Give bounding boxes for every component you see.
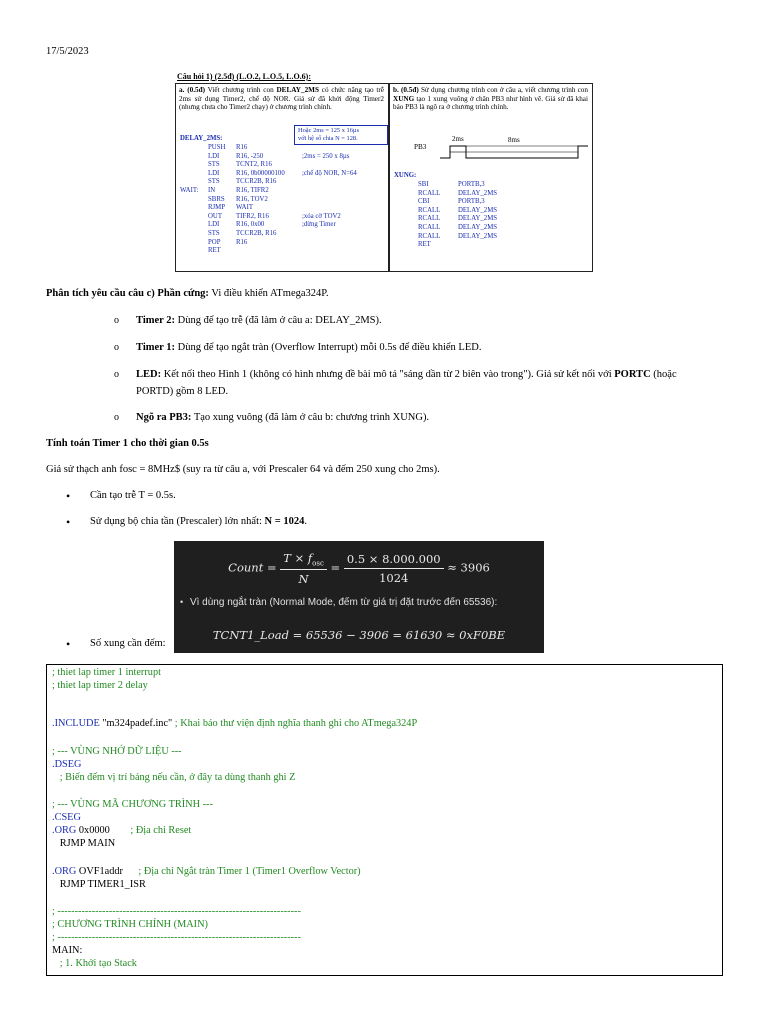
calc-title: Tính toán Timer 1 cho thời gian 0.5s <box>46 438 209 449</box>
code-opcode: RET <box>418 241 431 249</box>
item-text: Dùng để tạo trễ (đã làm ở câu a: DELAY_2MS). <box>174 315 382 326</box>
org-comment: ; Địa chỉ Reset <box>109 825 192 836</box>
formula-image <box>174 541 544 653</box>
calc-bullet-2-text: Sử dụng bộ chia tần (Prescaler) lớn nhất: <box>90 516 265 527</box>
code-operand: R16, 0x00 <box>236 221 265 229</box>
code-separator-1: ; ----------------------------------------------------------------------- <box>52 906 301 917</box>
exam-question-figure <box>175 70 593 275</box>
code-operand: R16, TIFR2 <box>236 187 269 194</box>
code-operand: R16 <box>236 238 248 246</box>
code-opcode: LDI <box>208 221 220 229</box>
code-opcode: STS <box>208 178 220 186</box>
calc-bullet-1 <box>66 489 176 503</box>
code-operand: DELAY_2MS <box>458 215 498 223</box>
org-arg: 0x0000 <box>76 825 110 836</box>
part-a-label: a. (0.5đ) <box>179 86 205 94</box>
waveform-8ms-label: 8ms <box>508 136 520 144</box>
code-operand: DELAY_2MS <box>458 232 498 240</box>
waveform-pin-label: PB3 <box>414 143 427 151</box>
code-include-line <box>52 718 417 729</box>
code-operand: R16, -250 <box>236 152 264 160</box>
tcnt1-formula: TCNT1_Load = 65536 − 3906 = 61630 ≈ 0xF0BE <box>212 628 506 642</box>
bullet-dot-icon: • <box>180 597 184 607</box>
calc-intro: Giả sử thạch anh fosc = 8MHz$ (suy ra từ câu a, với Prescaler 64 và đếm 250 xung cho 2ms). <box>46 464 440 475</box>
code-comment: ;dừng Timer <box>302 221 336 229</box>
org-directive: .ORG <box>52 866 77 877</box>
code-opcode: STS <box>208 230 220 237</box>
question-heading: Câu hỏi 1) (2.5đ) (L.O.2, L.O.5, L.O.6): <box>177 72 312 81</box>
code-operand: PORTB,3 <box>458 198 485 206</box>
hint-note <box>294 125 388 145</box>
count-formula: Count = $\frac{T \times f_{osc}}{N}$ = $\frac{0.5 \times 8.000.000}{1024}$ ≈ 3906 <box>228 551 490 587</box>
delay-label: DELAY_2MS: <box>180 135 223 142</box>
analysis-title-bold: Phân tích yêu cầu câu c) Phần cứng: <box>46 288 209 299</box>
item-bold-2: PORTC <box>614 369 651 380</box>
code-opcode: SBRS <box>208 195 225 203</box>
code-comment-timer2: ; thiet lap timer 2 delay <box>52 680 148 691</box>
code-operand: TCCR2B, R16 <box>236 230 277 237</box>
item-text: Dùng để tạo ngắt tràn (Overflow Interrupt) mỗi 0.5s để điều khiển LED. <box>174 342 482 353</box>
item-text: Tạo xung vuông (đã làm ở câu b: chương trình XUNG). <box>191 412 430 423</box>
code-opcode: PUSH <box>208 144 226 151</box>
hint-note-line-1: Hoặc 2ms = 125 x 16µs <box>298 127 360 134</box>
list-item-led-line2: PORTD) gồm 8 LED. <box>136 386 229 397</box>
code-main-label: MAIN: <box>52 945 83 956</box>
code-opcode: RCALL <box>418 189 441 197</box>
item-text: Kết nối theo Hình 1 (không có hình nhưng đề bài mô tả "sáng dần từ 2 biên vào trong"). Giả sử kết nối với <box>161 369 615 380</box>
bullet-o-icon: o <box>114 412 119 423</box>
part-b-text-1: Sử dụng chương trình con ở câu a, viết chương trình con <box>420 86 588 94</box>
part-a-text <box>179 86 384 112</box>
code-opcode: SBI <box>418 181 429 188</box>
item-bold: Ngõ ra PB3: <box>136 412 192 423</box>
fraction-1-num: T × f <box>283 551 313 565</box>
list-item-timer1 <box>114 342 482 353</box>
bullet-dot-icon: • <box>66 637 71 651</box>
code-operand: PORTB,3 <box>458 181 485 188</box>
code-rjmp-main: RJMP MAIN <box>52 838 116 849</box>
item-bold: LED: <box>136 369 162 380</box>
fraction-1-den: N <box>298 572 309 587</box>
item-bold: Timer 2: <box>136 315 175 326</box>
code-opcode: OUT <box>208 212 222 220</box>
assembly-code-box <box>46 664 723 976</box>
code-dseg: .DSEG <box>52 759 82 770</box>
code-operand: TCNT2, R16 <box>236 161 272 169</box>
bullet-o-icon: o <box>114 369 119 380</box>
code-opcode: RET <box>208 247 221 255</box>
fraction-2-num: 0.5 × 8.000.000 <box>344 552 444 569</box>
code-operand: R16, 0b00000100 <box>236 169 285 177</box>
analysis-title-rest: Vi điều khiển ATmega324P. <box>208 288 329 299</box>
code-step-1: ; 1. Khởi tạo Stack <box>52 958 137 969</box>
calc-bullet-3-text: Số xung cần đếm: <box>90 638 166 649</box>
part-b-label: b. (0.5đ) <box>393 86 419 94</box>
code-operand: TIFR2, R16 <box>236 212 269 220</box>
code-dseg-comment: ; Biến đếm vị trí bảng nếu cần, ở đây ta dùng thanh ghi Z <box>52 772 296 783</box>
code-separator-2: ; ----------------------------------------------------------------------- <box>52 932 301 943</box>
code-org-ovf1 <box>52 866 361 877</box>
part-a-text-2: có chức năng tạo trễ 2ms sử dụng Timer2, chế độ NOR. Giả sử đã khởi động Timer2 (nhưng chưa cho Timer2 chạy) ở chương trình chính. <box>179 86 384 112</box>
list-item-led <box>114 369 726 380</box>
include-file: "m324padef.inc" <box>99 718 173 729</box>
code-opcode: RCALL <box>418 232 441 240</box>
code-comment-timer1: ; thiet lap timer 1 interrupt <box>52 667 161 678</box>
bullet-o-icon: o <box>114 342 119 353</box>
org-directive: .ORG <box>52 825 77 836</box>
code-opcode: STS <box>208 161 220 169</box>
code-operand: TCCR2B, R16 <box>236 178 277 186</box>
include-comment: ; Khai báo thư viện định nghĩa thanh ghi cho ATmega324P <box>172 718 418 729</box>
calc-bullet-2 <box>66 515 307 529</box>
code-data-header: ; --- VÙNG NHỚ DỮ LIỆU --- <box>52 746 182 757</box>
code-opcode: IN <box>208 187 216 194</box>
code-comment: ;xóa cờ TOV2 <box>302 212 341 220</box>
code-code-header: ; --- VÙNG MÃ CHƯƠNG TRÌNH --- <box>52 799 213 810</box>
code-opcode: RCALL <box>418 224 441 231</box>
hint-note-line-2: với hệ số chia N = 128. <box>298 135 358 142</box>
formula-bullet-text: Vì dùng ngắt tràn (Normal Mode, đếm từ giá trị đặt trước đến 65536): <box>189 597 498 608</box>
code-opcode: LDI <box>208 152 220 160</box>
include-directive: .INCLUDE <box>52 718 100 729</box>
code-operand: R16, TOV2 <box>236 195 268 203</box>
org-arg: OVF1addr <box>76 866 123 877</box>
bullet-dot-icon: • <box>66 489 71 503</box>
formula-bullet <box>180 597 497 608</box>
code-org-reset <box>52 825 191 836</box>
fraction-2 <box>344 552 444 585</box>
bullet-dot-icon: • <box>66 515 71 529</box>
code-label: WAIT: <box>180 187 199 194</box>
code-opcode: CBI <box>418 198 430 206</box>
code-rjmp-isr: RJMP TIMER1_ISR <box>52 879 146 890</box>
waveform-2ms-label: 2ms <box>452 135 464 143</box>
part-b-text-2: tạo 1 xung vuông ở chân PB3 như hình vẽ. Giả sử đã khai báo PB3 là ngõ ra ở chương trình chính. <box>393 94 588 112</box>
part-a-text-1: Viết chương trình con <box>207 86 274 94</box>
part-b-panel <box>389 83 593 272</box>
fraction-1-sub: osc <box>312 559 324 568</box>
part-b-text <box>393 86 588 112</box>
code-operand: R16 <box>236 144 248 151</box>
code-operand: DELAY_2MS <box>458 206 498 214</box>
code-comment: ;2ms = 250 x 8µs <box>302 152 350 160</box>
code-comment: ;chế độ NOR, N=64 <box>302 169 357 177</box>
calc-bullet-2-end: . <box>304 516 307 527</box>
list-item-pb3 <box>114 412 430 423</box>
code-main-header: ; CHƯƠNG TRÌNH CHÍNH (MAIN) <box>52 919 208 930</box>
code-opcode: POP <box>208 238 221 246</box>
item-text-2: (hoặc <box>650 369 677 380</box>
bullet-o-icon: o <box>114 315 119 326</box>
fraction-2-den: 1024 <box>379 571 409 586</box>
code-opcode: RCALL <box>418 206 441 214</box>
org-comment: ; Địa chỉ Ngắt tràn Timer 1 (Timer1 Overflow Vector) <box>122 866 361 877</box>
code-operand: WAIT <box>236 204 253 212</box>
analysis-title <box>46 288 329 299</box>
item-bold: Timer 1: <box>136 342 175 353</box>
list-item-timer2 <box>114 315 382 326</box>
code-opcode: RCALL <box>418 215 441 223</box>
date-stamp: 17/5/2023 <box>46 46 89 57</box>
xung-label: XUNG: <box>394 172 417 179</box>
count-result: ≈ 3906 <box>447 560 490 575</box>
code-operand: DELAY_2MS <box>458 189 498 197</box>
code-operand: DELAY_2MS <box>458 224 498 231</box>
part-b-routine-name: XUNG <box>393 94 415 103</box>
part-a-panel <box>175 83 389 272</box>
calc-bullet-2-bold: N = 1024 <box>264 516 305 527</box>
code-opcode: LDI <box>208 169 220 177</box>
calc-bullet-3 <box>66 637 166 651</box>
code-opcode: RJMP <box>208 204 226 212</box>
code-cseg: .CSEG <box>52 812 81 823</box>
calc-bullet-1-text: Cần tạo trễ T = 0.5s. <box>90 490 176 501</box>
fraction-1 <box>280 551 327 586</box>
part-a-routine-name: DELAY_2MS <box>276 86 319 94</box>
count-lhs: Count = <box>228 560 277 575</box>
